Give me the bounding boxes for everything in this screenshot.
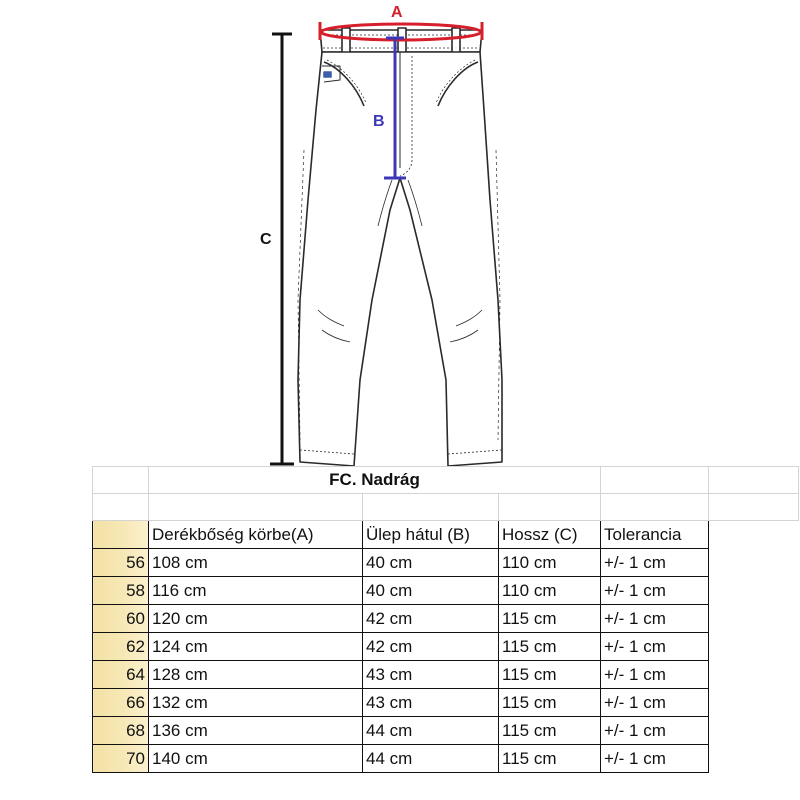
length-cell: 110 cm: [499, 577, 601, 605]
tolerance-cell: +/- 1 cm: [601, 605, 709, 633]
table-title: FC. Nadrág: [149, 467, 601, 494]
spacer-cell: [93, 494, 149, 521]
waist-cell: 140 cm: [149, 745, 363, 773]
spacer-cell: [709, 494, 799, 521]
header-hip: Ülep hátul (B): [363, 521, 499, 549]
header-waist: Derékbőség körbe(A): [149, 521, 363, 549]
spacer-cell: [709, 521, 799, 549]
tolerance-cell: +/- 1 cm: [601, 661, 709, 689]
hip-cell: 44 cm: [363, 717, 499, 745]
size-table-sheet: [0, 466, 800, 800]
spacer-cell: [709, 605, 799, 633]
spacer-cell: [709, 745, 799, 773]
table-row: [93, 549, 799, 577]
measure-b-label: B: [373, 113, 385, 130]
waist-cell: 132 cm: [149, 689, 363, 717]
measure-c-line: [270, 34, 294, 464]
header-tolerance: Tolerancia: [601, 521, 709, 549]
table-row: [93, 745, 799, 773]
table-row: [93, 633, 799, 661]
waist-cell: 124 cm: [149, 633, 363, 661]
table-header-row: [93, 521, 799, 549]
size-cell: 58: [93, 577, 149, 605]
header-size-cell: [93, 521, 149, 549]
tolerance-cell: +/- 1 cm: [601, 577, 709, 605]
size-cell: 70: [93, 745, 149, 773]
tolerance-cell: +/- 1 cm: [601, 745, 709, 773]
waist-cell: 120 cm: [149, 605, 363, 633]
header-length: Hossz (C): [499, 521, 601, 549]
measure-c-label: C: [260, 231, 272, 248]
tolerance-cell: +/- 1 cm: [601, 689, 709, 717]
size-cell: 56: [93, 549, 149, 577]
waist-cell: 136 cm: [149, 717, 363, 745]
length-cell: 115 cm: [499, 661, 601, 689]
hip-cell: 44 cm: [363, 745, 499, 773]
spacer-cell: [149, 494, 363, 521]
spacer-cell: [709, 689, 799, 717]
spacer-cell: [709, 633, 799, 661]
length-cell: 115 cm: [499, 633, 601, 661]
spacer-cell: [363, 494, 499, 521]
table-row: [93, 689, 799, 717]
spacer-cell: [93, 467, 149, 494]
spacer-cell: [601, 467, 709, 494]
length-cell: 110 cm: [499, 549, 601, 577]
spacer-cell: [709, 467, 799, 494]
spacer-cell: [601, 494, 709, 521]
spacer-cell: [709, 577, 799, 605]
hip-cell: 42 cm: [363, 605, 499, 633]
tolerance-cell: +/- 1 cm: [601, 549, 709, 577]
hip-cell: 42 cm: [363, 633, 499, 661]
hip-cell: 43 cm: [363, 661, 499, 689]
size-table: [92, 466, 799, 773]
tolerance-cell: +/- 1 cm: [601, 717, 709, 745]
hip-cell: 43 cm: [363, 689, 499, 717]
waist-cell: 116 cm: [149, 577, 363, 605]
length-cell: 115 cm: [499, 605, 601, 633]
size-cell: 60: [93, 605, 149, 633]
waist-cell: 108 cm: [149, 549, 363, 577]
tolerance-cell: +/- 1 cm: [601, 633, 709, 661]
measure-a-label: A: [391, 4, 403, 21]
hip-cell: 40 cm: [363, 577, 499, 605]
size-cell: 68: [93, 717, 149, 745]
table-row: [93, 605, 799, 633]
waist-cell: 128 cm: [149, 661, 363, 689]
spacer-cell: [709, 661, 799, 689]
table-row: [93, 661, 799, 689]
table-row: [93, 717, 799, 745]
size-cell: 62: [93, 633, 149, 661]
length-cell: 115 cm: [499, 745, 601, 773]
pants-diagram: [298, 28, 502, 466]
size-cell: 66: [93, 689, 149, 717]
size-cell: 64: [93, 661, 149, 689]
table-row: [93, 577, 799, 605]
spacer-cell: [709, 549, 799, 577]
hip-cell: 40 cm: [363, 549, 499, 577]
spacer-cell: [499, 494, 601, 521]
length-cell: 115 cm: [499, 689, 601, 717]
spacer-cell: [709, 717, 799, 745]
length-cell: 115 cm: [499, 717, 601, 745]
